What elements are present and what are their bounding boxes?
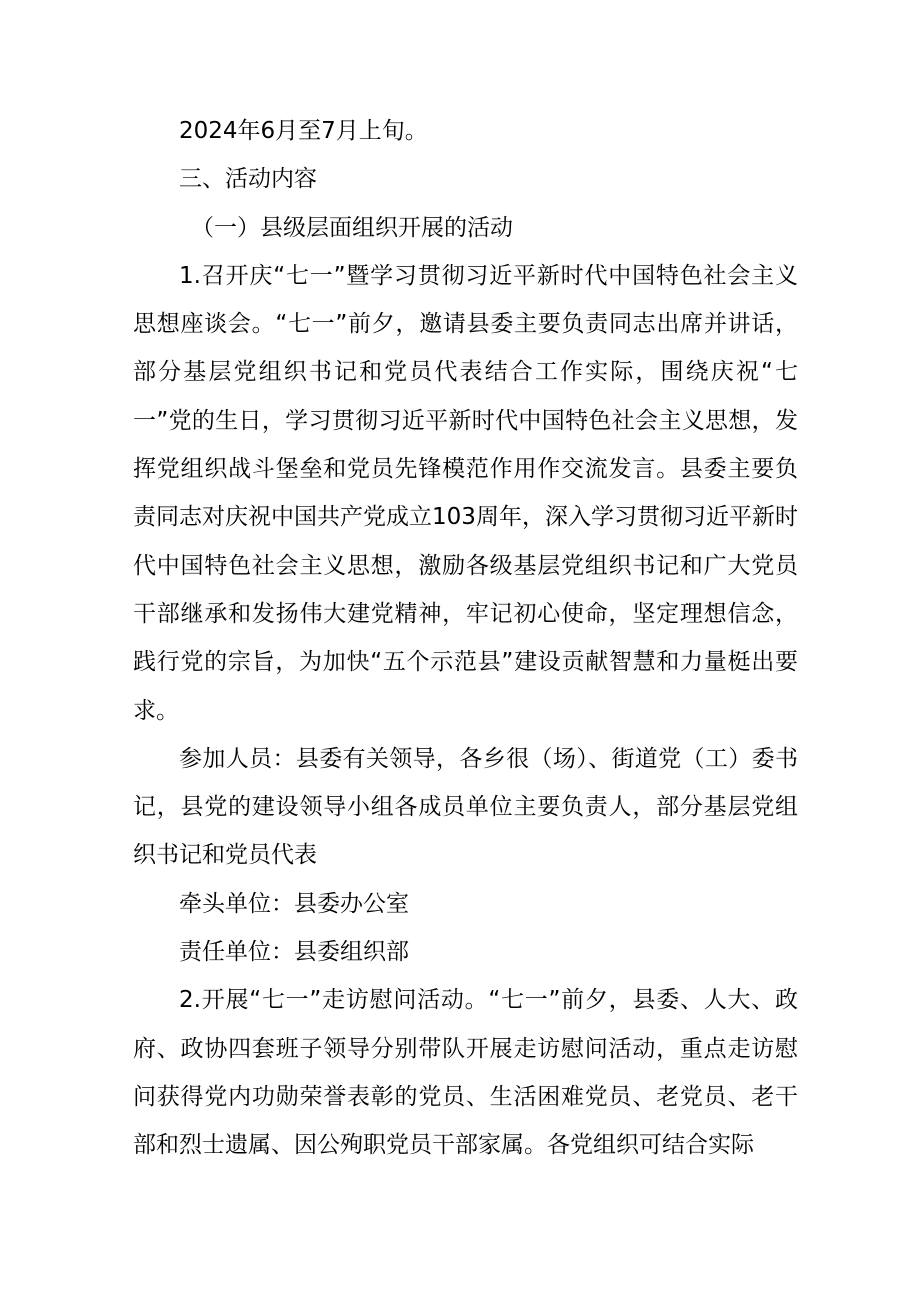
lead-unit-paragraph: 牵头单位：县委办公室 xyxy=(179,890,409,917)
activity-time-paragraph: 2024年6月至7月上旬。 xyxy=(179,118,428,144)
item-2-visit-paragraph: 2.开展“七一”走访慰问活动。“七一”前夕，县委、人大、政府、政协四套班子领导分别带队开展走访慰问活动，重点走访慰问获得党内功勋荣誉表彰的党员、生活困难党员、老党员、老干部和烈士遗属、因公殉职党员干部家属。各党组织可结合实际 xyxy=(133,987,798,1159)
section-heading-activity-content: 三、活动内容 xyxy=(179,166,317,193)
participants-paragraph: 参加人员：县委有关领导，各乡很（场）、街道党（工）委书记，县党的建设领导小组各成员单位主要负责人，部分基层党组织书记和党员代表 xyxy=(133,745,798,869)
subsection-heading-county-level: （一）县级层面组织开展的活动 xyxy=(191,214,513,241)
responsible-unit-paragraph: 责任单位：县委组织部 xyxy=(179,939,409,966)
document-body xyxy=(133,107,798,1170)
item-1-symposium-paragraph: 1.召开庆“七一”暨学习贯彻习近平新时代中国特色社会主义思想座谈会。“七一”前夕，邀请县委主要负责同志出席并讲话，部分基层党组织书记和党员代表结合工作实际，围绕庆祝“七一”党的生日，学习贯彻习近平新时代中国特色社会主义思想，发挥党组织战斗堡垒和党员先锋模范作用作交流发言。县委主要负责同志对庆祝中国共产党成立103周年，深入学习贯彻习近平新时代中国特色社会主义思想，激励各级基层党组织书记和广大党员干部继承和发扬伟大建党精神，牢记初心使命，坚定理想信念，践行党的宗旨，为加快“五个示范县”建设贡献智慧和力量梃出要求。 xyxy=(133,262,798,724)
